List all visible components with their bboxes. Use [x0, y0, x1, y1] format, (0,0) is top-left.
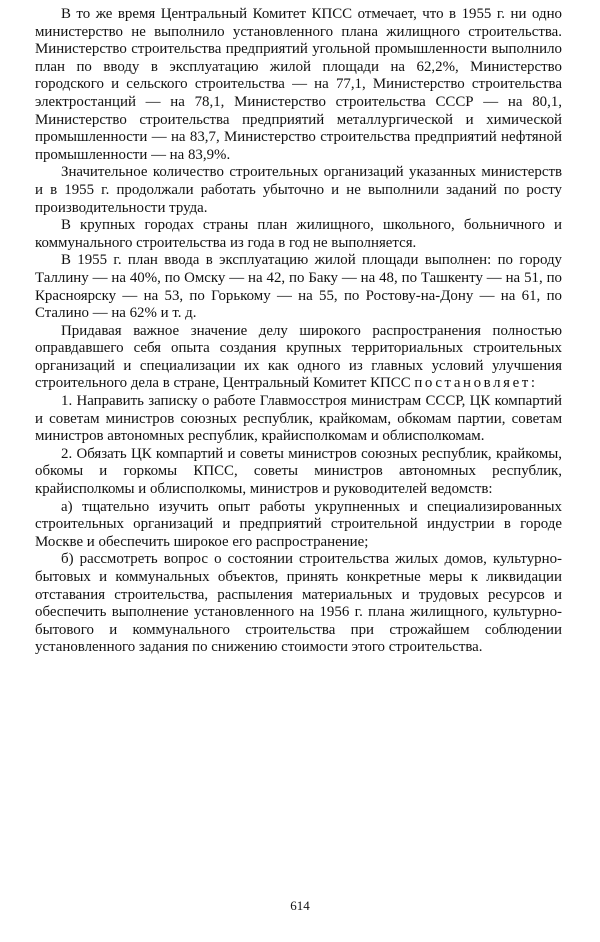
paragraph-ministries-plan: В то же время Центральный Комитет КПСС отмечает, что в 1955 г. ни одно министерство не выполнило установленного плана жилищного строительства. Министерство строительства предприятий угольной промышленности выполнило план по вводу в эксплуатацию жилой площади на 62,2%, Министерство городского и сельского строительства — на 77,1, Министерство строительства электростанций — на 78,1, Министерство строительства СССР — на 80,1, Министерство строительства предприятий металлургической и химической промышленности — на 83,7, Министерство строительства предприятий нефтяной промышленности — на 83,9%.: [35, 6, 562, 163]
item-1-send-note: 1. Направить записку о работе Главмосстроя министрам СССР, ЦК компартий и советам министров союзных республик, крайкомам, обкомам партии, советам министров автономных республик, крайисполкомам и облисполкомам.: [35, 393, 562, 445]
document-body: [35, 6, 562, 657]
resolution-verb: постановляет:: [414, 375, 538, 392]
paragraph-large-cities: В крупных городах страны план жилищного, школьного, больничного и коммунального строительства из года в год не выполняется.: [35, 217, 562, 251]
item-2b-consider-construction: б) рассмотреть вопрос о состоянии строительства жилых домов, культурно-бытовых и коммунальных объектов, принять конкретные меры к ликвидации отставания строительства, распыления материальных и трудовых ресурсов и обеспечить выполнение установленного на 1956 г. плана жилищного, культурно-бытового и коммунального строительства при строжайшем соблюдении установленного задания по снижению стоимости этого строительства.: [35, 551, 562, 656]
item-2-obligate: 2. Обязать ЦК компартий и советы министров союзных республик, крайкомы, обкомы и горкомы КПСС, советы министров автономных республик, крайисполкомы и облисполкомы, министров и руководителей ведомств:: [35, 445, 562, 498]
page-number: 614: [290, 898, 310, 913]
paragraph-1955-cities: В 1955 г. план ввода в эксплуатацию жилой площади выполнен: по городу Таллину — на 40%, по Омску — на 42, по Баку — на 48, по Ташкенту — на 51, по Красноярску — на 53, по Горькому — на 55, по Ростову-на-Дону — на 61, по Сталино — на 62% и т. д.: [35, 252, 562, 322]
resolution-intro-text: Придавая важное значение делу широкого распространения полностью оправдавшего себя опыта создания крупных территориальных строительных организаций и специализации их как одного из главных условий улучшения строительного дела в стране, Центральный Комитет КПСС: [35, 322, 562, 392]
item-2a-study-experience: а) тщательно изучить опыт работы укрупненных и специализированных строительных организаций и предприятий строительной индустрии в городе Москве и обеспечить широкое его распространение;: [35, 498, 562, 550]
paragraph-resolution-intro: [35, 323, 562, 393]
paragraph-unprofitable-organizations: Значительное количество строительных организаций указанных министерств и в 1955 г. продолжали работать убыточно и не выполнили заданий по росту производительности труда.: [35, 164, 562, 216]
